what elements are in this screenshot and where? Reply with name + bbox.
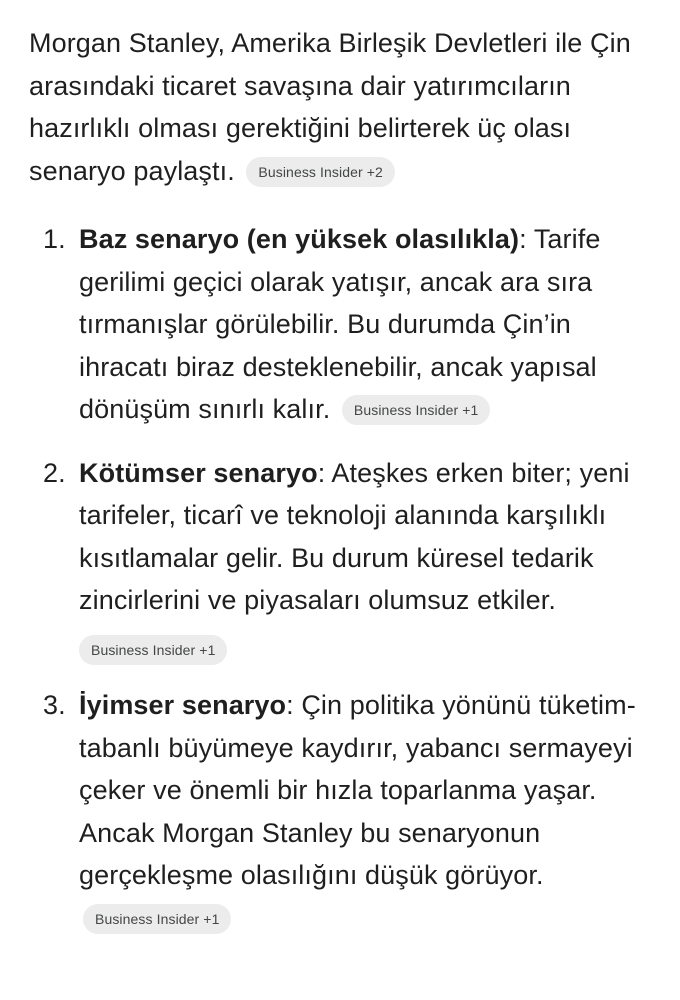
scenario-body: Tarife gerilimi geçici olarak yatışır, ancak ara sıra tırmanışlar görülebilir. Bu durumda Çin’in ihracatı biraz desteklenebilir, ancak yapısal dönüşüm sınırlı kalır. [79,224,601,424]
scenario-title: Kötümser senaryo [79,457,318,488]
intro-paragraph [29,22,656,192]
source-chip[interactable]: Business Insider +1 [83,904,231,934]
scenario-title: İyimser senaryo [79,690,287,720]
scenario-item [29,452,656,668]
intro-text: Morgan Stanley, Amerika Birleşik Devletleri ile Çin arasındaki ticaret savaşına dair yatırımcıların hazırlıklı olması gerektiğini belirterek üç olası senaryo paylaştı. [29,28,631,186]
list-number: 1. [43,224,66,254]
title-separator: : [286,690,294,720]
title-separator: : [519,224,527,254]
scenario-item [29,684,656,939]
scenario-body: Ateşkes erken biter; yeni tarifeler, ticarî ve teknoloji alanında karşılıklı kısıtlamalar gelir. Bu durum küresel tedarik zincirlerini ve piyasaları olumsuz etkiler. [79,457,630,615]
title-separator: : [317,457,326,488]
list-number: 2. [43,457,66,488]
chip-row [79,625,656,668]
source-chip[interactable]: Business Insider +2 [246,157,394,187]
scenario-item [29,218,656,431]
source-chip[interactable]: Business Insider +1 [342,395,490,425]
scenario-list [29,218,656,939]
scenario-title: Baz senaryo (en yüksek olasılıkla) [79,224,520,254]
list-number: 3. [43,690,66,720]
scenario-body: Çin politika yönünü tüketim-tabanlı büyümeye kaydırır, yabancı sermayeyi çeker ve önemli bir hızla toparlanma yaşar. Ancak Morgan Stanley bu senaryonun gerçekleşme olasılığını düşük görüyor. [79,690,636,890]
source-chip[interactable]: Business Insider +1 [79,635,227,665]
